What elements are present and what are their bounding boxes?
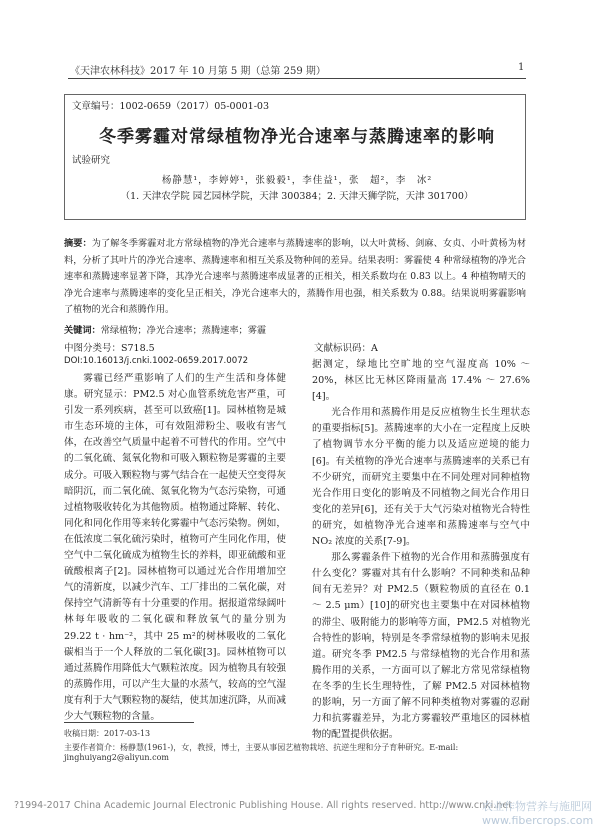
watermark: 农业作物营养与施肥网 www.fibercrops.com [482,800,594,827]
doi: DOI:10.16013/j.cnki.1002-0659.2017.0072 [64,356,249,366]
body-left-column [64,371,286,725]
keywords-text: 常绿植物；净光合速率；蒸腾速率；雾霾 [100,325,267,336]
paper-type: 试验研究 [72,155,111,166]
abstract-text: 为了解冬季雾霾对北方常绿植物的净光合速率与蒸腾速率的影响，以大叶黄杨、剑麻、女贞、小叶黄杨为材料，分析了其叶片的净光合速率、蒸腾速率和相互关系及物种间的差异。结果表明：雾霾使 4 种常绿植物的净光合速率和蒸腾速率显著下降，其净光合速率与蒸腾速率成显著的正相关，相关系数均在 0.83 以上。4 种植物晴天的净光合速率与蒸腾速率的变化呈正相关，净光合速率大的，蒸腾作用也强，相关系数为 0.88。结果说明雾霾影响了植物的光合和蒸腾作用。 [64,238,527,316]
author-list: 杨静慧¹，李婷婷¹，张毅毅¹，李佳益¹，张 超²，李 冰² [161,175,433,186]
footnote-rule [64,722,194,723]
received-date: 收稿日期：2017-03-13 [64,729,151,738]
body-paragraph: 雾霾已经严重影响了人们的生产生活和身体健康。研究显示：PM2.5 对心血管系统危害严重，可引发一系列疾病，甚至可以致癌[1]。园林植物是城市生态环境的主体，可有效阻滞粉尘、吸收有害气体，在改善空气质量中起着不可替代的作用。空气中的二氧化硫、氮氧化物和可吸入颗粒物是雾霾的主要成分。可吸入颗粒物与雾气结合在一起使天空变得灰暗阴沉，而二氧化硫、氮氧化物为气态污染物，可通过植物吸收转化为其他物质。植物通过降解、转化、同化和同化作用等来转化雾霾中气态污染物。例如，在低浓度二氧化硫污染时，植物可产生同化作用，使空气中二氧化硫成为植物生长的养料，即亚硫酸和亚硫酸根离子[2]。园林植物可以通过光合作用增加空气的清新度，以减少汽车、工厂排出的二氧化碳，对保持空气清新等有十分重要的作用。据报道常绿阔叶林每年吸收的二氧化碳和释放氧气的量分别为 29.22 t · hm⁻²，其中 25 m²的树林吸收的二氧化碳相当于一个人释放的二氧化碳[3]。园林植物可以通过蒸腾作用降低大气颗粒浓度。因为植物具有较强的蒸腾作用，可以产生大量的水蒸气，较高的空气湿度有利于大气颗粒物的凝结，使其加速沉降，从而减少大气颗粒物的含量。 [64,373,286,722]
body-right-column [312,357,530,743]
page-number: 1 [518,62,525,73]
abstract [64,236,526,319]
body-paragraph: 据测定，绿地比空旷地的空气湿度高 10% ～ 20%，林区比无林区降雨量高 17.4% ～ 27.6%[4]。 [312,359,530,403]
journal-header: 《天津农林科技》2017 年 10 月第 5 期（总第 259 期） [70,66,326,77]
author-bio: 主要作者简介：杨静慧(1961-)，女，教授，博士，主要从事园艺植物栽培、抗逆生理和分子育种研究。E-mail: jinghuiyang2@aliyun.com [64,743,459,762]
copyright-footer: ?1994-2017 China Academic Journal Electronic Publishing House. All rights reserved. http://www.cnki.net [14,800,512,811]
header-rule [68,78,526,79]
article-number: 文章编号：1002-0659（2017）05-0001-03 [72,101,270,112]
affiliation: （1. 天津农学院 园艺园林学院，天津 300384；2. 天津天狮学院，天津 301700） [120,191,474,202]
keywords [64,322,266,336]
clc-number: 中图分类号：S718.5 [64,343,155,354]
body-paragraph: 那么雾霾条件下植物的光合作用和蒸腾强度有什么变化？雾霾对其有什么影响？不同种类和品种间有无差异？对 PM2.5（颗粒物质的直径在 0.1 ～ 2.5 μm）[10]的研究也主要集中在对园林植物的滞尘、吸附能力的影响等方面，PM2.5 对植物光合特性的影响，特别是冬季常绿植物的影响未见报道。研究冬季 PM2.5 与常绿植物的光合作用和蒸腾作用的关系，一方面可以了解北方常见常绿植物在冬季的生长生理特性，了解 PM2.5 对园林植物的影响，另一方面了解不同种类植物对雾霾的忍耐力和抗雾霾差异，为北方雾霾较严重地区的园林植物的配置提供依据。 [312,552,530,741]
document-code: 文献标识码：A [314,343,378,354]
body-paragraph: 光合作用和蒸腾作用是反应植物生长生理状态的重要指标[5]。蒸腾速率的大小在一定程度上反映了植物调节水分平衡的能力以及适应逆境的能力[6]。有关植物的净光合速率与蒸腾速率的关系已有不少研究，而研究主要集中在不同处理对同种植物光合作用日变化的影响及不同植物之间光合作用日变化的差异[6]，还有关于大气污染对植物光合特性的研究，如植物净光合速率和蒸腾速率与空气中 NO₂ 浓度的关系[7-9]。 [312,407,530,548]
keywords-label: 关键词： [64,325,101,336]
abstract-label: 摘要： [64,238,92,249]
paper-title: 冬季雾霾对常绿植物净光合速率与蒸腾速率的影响 [99,127,495,147]
